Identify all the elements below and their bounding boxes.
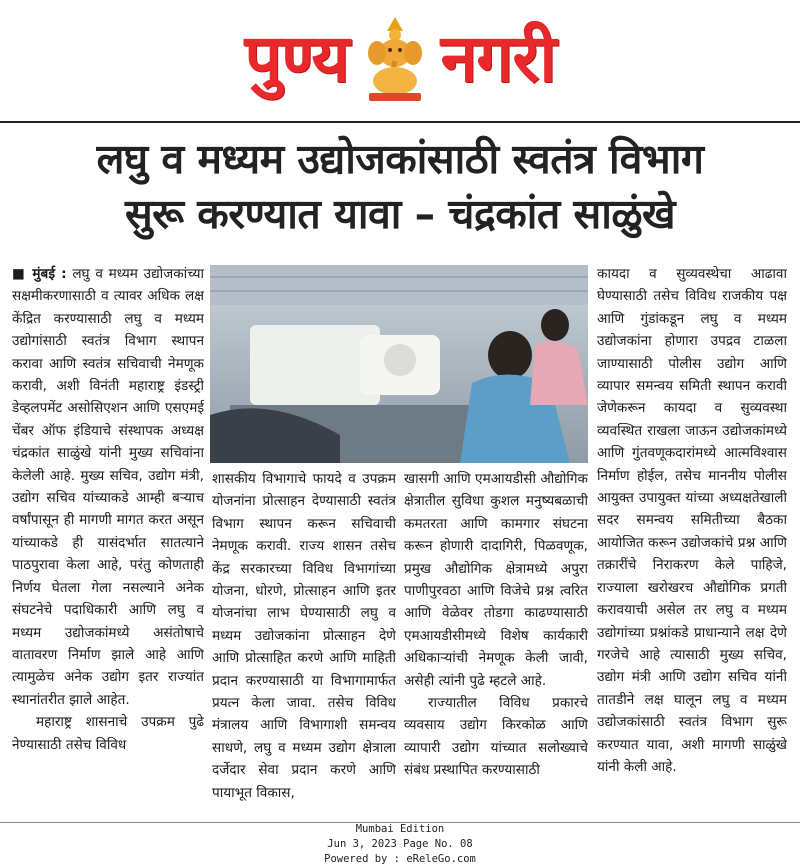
column-2-paragraph: शासकीय विभागाचे फायदे व उपक्रम योजनांना प्रोत्साहन देण्यासाठी स्वतंत्र विभाग स्थापन करून सचिवाची नेमणूक करावी. राज्य शासन तसेच केंद्र सरकारच्या विविध विभागांच्या योजना, धोरणे, प्रोत्साहन आणि इतर योजनांचा लाभ घेण्यासाठी लघु व मध्यम उद्योजकांना प्रोत्साहन देणे आणि प्रोत्साहित करणे आणि माहिती प्रदान करण्यासाठी या विभागामार्फत प्रयत्न केला जावा. तसेच विविध मंत्रालय आणि विभागाशी समन्वय साधणे, लघु व मध्यम उद्योग क्षेत्राला दर्जेदार सेवा प्रदान करणे आणि पायाभूत विकास, (212, 471, 396, 801)
dateline: ■ मुंबई : (12, 266, 67, 282)
article-column-3 (404, 468, 588, 823)
column-1-paragraph-2: महाराष्ट्र शासनाचे उपक्रम पुढे नेण्यासाठी तसेच विविध (12, 714, 204, 753)
headline (20, 132, 780, 242)
footer-edition: Mumbai Edition (355, 823, 445, 835)
footer-date-page: Jun 3, 2023 Page No. 08 (327, 838, 473, 850)
article-column-1 (12, 263, 204, 823)
masthead-rule (0, 121, 800, 123)
headline-line-1: लघु व मध्यम उद्योजकांसाठी स्वतंत्र विभाग (96, 135, 704, 183)
sewing-workshop-image (210, 265, 588, 463)
ganesha-icon (355, 13, 435, 105)
article-column-2 (212, 468, 396, 823)
column-3-paragraph-2: राज्यातील विविध प्रकारचे व्यवसाय उद्योग किरकोळ आणि व्यापारी उद्योग यांच्यात सलोख्याचे संबंध प्रस्थापित करण्यासाठी (404, 695, 588, 779)
column-4-paragraph: कायदा व सुव्यवस्थेचा आढावा घेण्यासाठी तसेच विविध राजकीय पक्ष आणि गुंडांकडून लघु व मध्यम उद्योजकांना होणारा उपद्रव टाळला जाण्यासाठी पोलीस उद्योग आणि व्यापार समन्वय समिती स्थापन करावी जेणेकरून कायदा व सुव्यवस्था व्यवस्थित राखला जाऊन उद्योजकांमध्ये आणि गुंतवणूकदारांमध्ये आत्मविश्वास निर्माण होईल, तसेच माननीय पोलीस आयुक्त उपायुक्त यांच्या अध्यक्षतेखाली सदर समन्वय समितीच्या बैठका आयोजित करून उद्योजकांचे प्रश्न आणि तक्रारींचे निराकरण केले पाहिजे, राज्याला खरोखरच औद्योगिक प्रगती करावयाची असेल तर लघु व मध्यम उद्योगांच्या प्रश्नांकडे प्राधान्याने लक्ष देणे गरजेचे आहे त्यासाठी मुख्य सचिव, उद्योग मंत्री आणि उद्योग सचिव यांनी तातडीने लक्ष घालून लघु व मध्यम उद्योजकांसाठी स्वतंत्र विभाग सुरू करण्यात यावा, अशी मागणी साळुंखे यांनी केली आहे. (597, 266, 787, 775)
headline-line-2: सुरू करण्यात यावा – चंद्रकांत साळुंखे (124, 190, 676, 238)
column-3-paragraph-1: खासगी आणि एमआयडीसी औद्योगिक क्षेत्रातील सुविधा कुशल मनुष्यबळाची कमतरता आणि कामगार संघटना करून होणारी दादागिरी, पिळवणूक, प्रमुख औद्योगिक क्षेत्रामध्ये अपुरा पाणीपुरवठा आणि विजेचे प्रश्न त्वरित आणि वेळेवर तोडगा काढण्यासाठी एमआयडीसीमध्ये विशेष कार्यकारी अधिकाऱ्यांची नेमणूक केली जावी, असेही त्यांनी पुढे म्हटले आहे. (404, 471, 588, 689)
masthead-title-left: पुण्य (244, 20, 349, 97)
factory-photo (210, 265, 588, 463)
column-1-paragraph-1: लघु व मध्यम उद्योजकांच्या सक्षमीकरणासाठी व त्यावर अधिक लक्ष केंद्रित करण्यासाठी लघु व मध्यम उद्योगांसाठी स्वतंत्र विभाग स्थापन करावा आणि स्वतंत्र सचिवाची नेमणूक करावी, अशी विनंती महाराष्ट्र इंडस्ट्री डेव्हलपमेंट असोसिएशन आणि एसएमई चेंबर ऑफ इंडियाचे संस्थापक अध्यक्ष चंद्रकांत साळुंखे यांनी मुख्य सचिवांना केलेली आहे. मुख्य सचिव, उद्योग मंत्री, उद्योग सचिव यांच्याकडे आम्ही बऱ्याच वर्षांपासून ही मागणी मागत करत असून यांच्याकडे ही यासंदर्भात सातत्याने पाठपुरावा केला आहे, परंतु कोणताही निर्णय घेतला गेला नसल्याने अनेक संघटनेचे पदाधिकारी आणि लघु व मध्यम उद्योजकांमध्ये असंतोषाचे वातावरण निर्माण झाले आहे आणि त्यामुळेच अनेक उद्योग इतर राज्यांत स्थानांतरीत झाले आहेत. (12, 266, 204, 708)
article-column-4 (597, 263, 787, 823)
masthead (0, 0, 800, 118)
footer-powered-by: Powered by : eReleGo.com (324, 853, 476, 865)
masthead-title-right: नगरी (440, 20, 556, 97)
